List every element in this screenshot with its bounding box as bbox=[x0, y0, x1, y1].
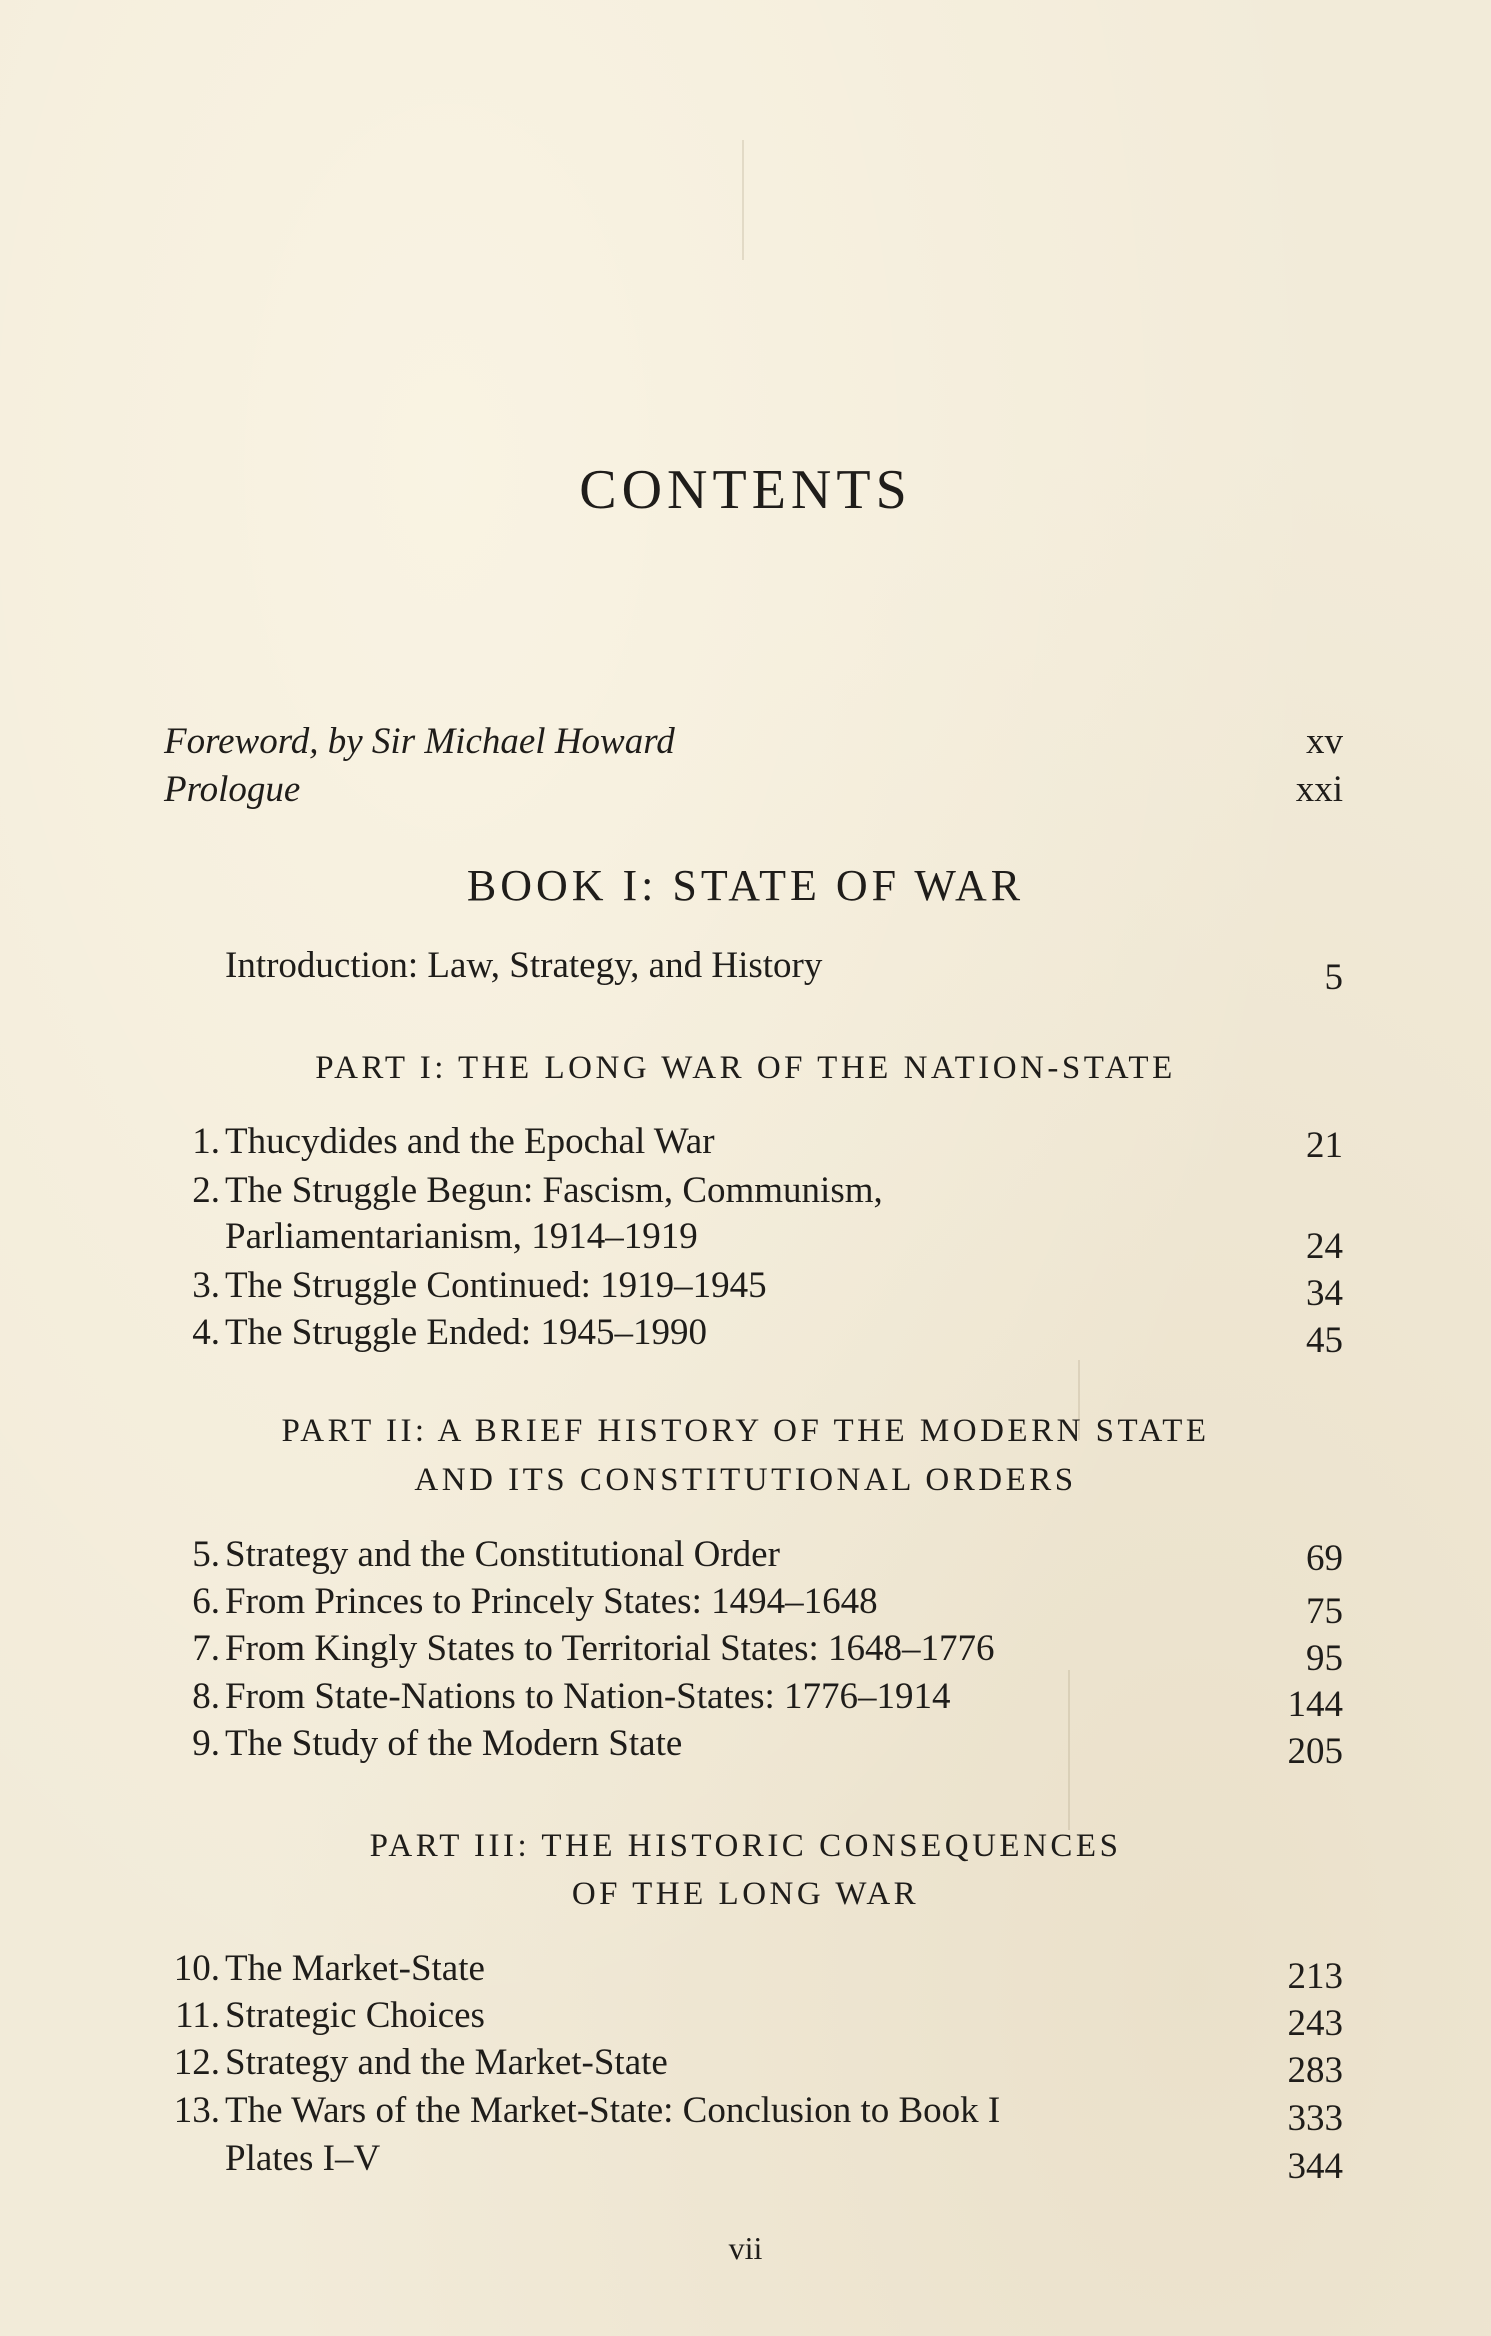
chapter-number: 5. bbox=[192, 1534, 220, 1575]
book-heading: BOOK I: STATE OF WAR bbox=[466, 861, 1025, 910]
chapter-number: 7. bbox=[192, 1628, 220, 1669]
chapter-page: 24 bbox=[1306, 1226, 1343, 1267]
chapter-number: 8. bbox=[192, 1676, 220, 1717]
chapter-title: From Kingly States to Territorial States: 1648–1776 bbox=[225, 1628, 995, 1669]
toc-chapter bbox=[0, 1719, 1491, 1772]
chapter-title: Thucydides and the Epochal War bbox=[225, 1121, 715, 1162]
chapter-title: The Struggle Ended: 1945–1990 bbox=[225, 1312, 707, 1353]
toc-chapter bbox=[0, 1944, 1491, 1997]
toc-entry-label: Introduction: Law, Strategy, and History bbox=[225, 945, 823, 986]
toc-chapter bbox=[0, 2086, 1491, 2139]
toc-chapter bbox=[0, 1117, 1491, 1167]
chapter-page: 205 bbox=[1287, 1731, 1343, 1772]
chapter-number: 10. bbox=[173, 1948, 220, 1989]
chapter-number: 11. bbox=[175, 1995, 220, 2036]
toc-chapter bbox=[0, 1261, 1491, 1314]
chapter-page: 69 bbox=[1306, 1538, 1343, 1579]
toc-entry-page: xxi bbox=[1295, 769, 1343, 810]
chapter-page: 243 bbox=[1287, 2003, 1343, 2044]
chapter-number: 3. bbox=[192, 1265, 220, 1306]
part-heading-continued: AND ITS CONSTITUTIONAL ORDERS bbox=[414, 1462, 1077, 1498]
chapter-number: 13. bbox=[173, 2090, 220, 2131]
chapter-page: 34 bbox=[1306, 1273, 1343, 1314]
chapter-page: 45 bbox=[1306, 1320, 1343, 1361]
chapter-number: 12. bbox=[173, 2042, 220, 2083]
chapter-page: 333 bbox=[1287, 2098, 1343, 2139]
toc-chapter bbox=[0, 1991, 1491, 2044]
chapter-page: 213 bbox=[1287, 1956, 1343, 1997]
chapter-title: From Princes to Princely States: 1494–1648 bbox=[225, 1581, 878, 1622]
chapter-title: The Struggle Begun: Fascism, Communism, bbox=[225, 1170, 883, 1211]
chapter-number: 6. bbox=[192, 1581, 220, 1622]
part-heading: PART I: THE LONG WAR OF THE NATION-STATE bbox=[315, 1050, 1176, 1086]
part-heading-continued: OF THE LONG WAR bbox=[571, 1876, 920, 1912]
toc-chapter bbox=[0, 1166, 1491, 1216]
toc-entry-label: Foreword, by Sir Michael Howard bbox=[164, 721, 675, 762]
toc-chapter bbox=[0, 1624, 1491, 1679]
chapter-number: 2. bbox=[192, 1170, 220, 1211]
chapter-title: Strategic Choices bbox=[225, 1995, 485, 2036]
chapter-title: The Struggle Continued: 1919–1945 bbox=[225, 1265, 767, 1306]
toc-entry-page: 5 bbox=[1324, 957, 1343, 998]
page-title: CONTENTS bbox=[579, 459, 912, 521]
toc-entry-plates bbox=[0, 2134, 1491, 2187]
toc-chapter bbox=[0, 1672, 1491, 1725]
toc-entry-label: Plates I–V bbox=[225, 2138, 381, 2179]
toc-entry-label: Prologue bbox=[164, 769, 301, 810]
chapter-title: The Market-State bbox=[225, 1948, 485, 1989]
part-heading: PART II: A BRIEF HISTORY OF THE MODERN STATE bbox=[281, 1413, 1210, 1449]
toc-entry-page: xv bbox=[1306, 721, 1343, 762]
chapter-page: 283 bbox=[1287, 2050, 1343, 2091]
page-number: vii bbox=[728, 2230, 763, 2266]
toc-chapter bbox=[0, 1577, 1491, 1632]
chapter-title: The Wars of the Market-State: Conclusion to Book I bbox=[225, 2090, 1001, 2131]
chapter-page: 144 bbox=[1287, 1684, 1343, 1725]
chapter-title: Strategy and the Constitutional Order bbox=[225, 1534, 780, 1575]
chapter-page: 95 bbox=[1306, 1638, 1343, 1679]
chapter-page: 21 bbox=[1306, 1125, 1343, 1166]
chapter-title: The Study of the Modern State bbox=[225, 1723, 683, 1764]
part-heading: PART III: THE HISTORIC CONSEQUENCES bbox=[369, 1828, 1122, 1864]
toc-entry-foreword bbox=[0, 717, 1491, 767]
chapter-title: From State-Nations to Nation-States: 1776–1914 bbox=[225, 1676, 951, 1717]
chapter-title: Strategy and the Market-State bbox=[225, 2042, 668, 2083]
chapter-number: 1. bbox=[192, 1121, 220, 1162]
toc-entry-introduction bbox=[0, 941, 1491, 998]
chapter-page: 75 bbox=[1306, 1591, 1343, 1632]
toc-chapter-continuation bbox=[0, 1212, 1491, 1267]
toc-entry-page: 344 bbox=[1287, 2146, 1343, 2187]
scan-mark bbox=[742, 140, 744, 260]
chapter-title-continued: Parliamentarianism, 1914–1919 bbox=[225, 1216, 698, 1257]
toc-chapter bbox=[0, 1530, 1491, 1580]
chapter-number: 9. bbox=[192, 1723, 220, 1764]
toc-chapter bbox=[0, 2038, 1491, 2091]
chapter-number: 4. bbox=[192, 1312, 220, 1353]
toc-entry-prologue bbox=[0, 765, 1491, 815]
toc-chapter bbox=[0, 1308, 1491, 1361]
